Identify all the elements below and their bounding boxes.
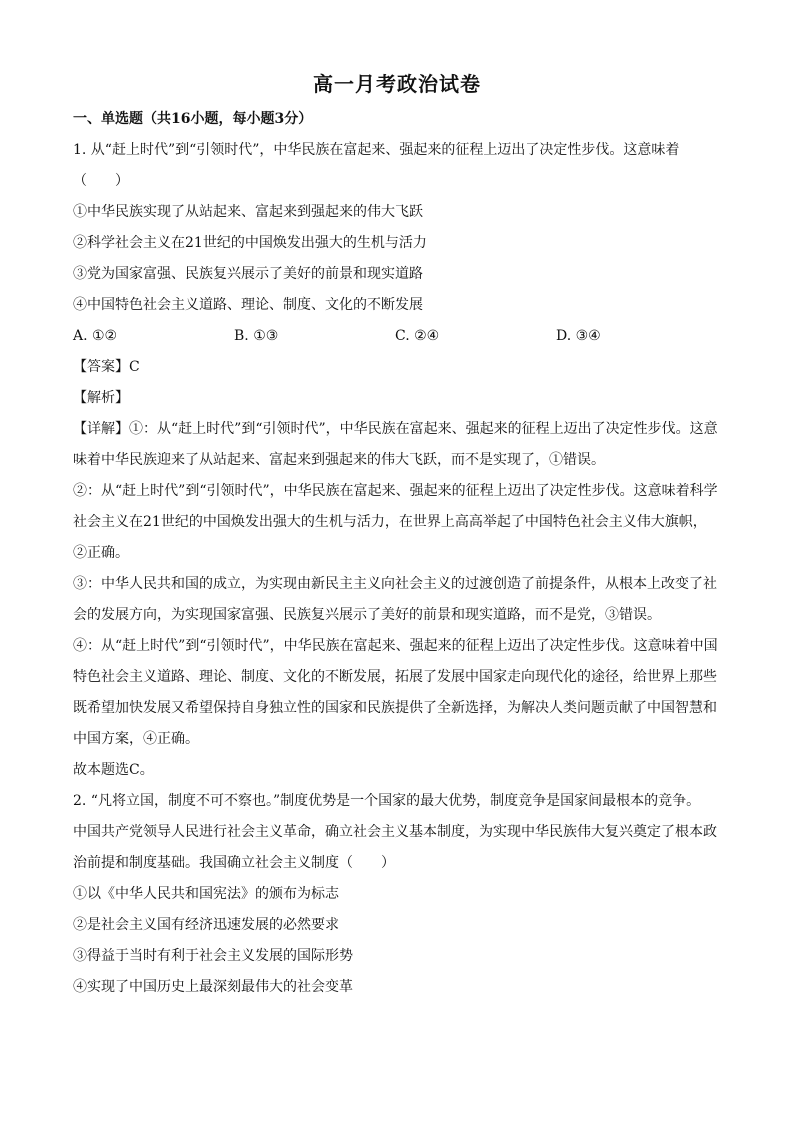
question-stem: 1. 从“赶上时代”到“引领时代”，中华民族在富起来、强起来的征程上迈出了决定性步伐。这意味着 [73,142,680,158]
explanation-line: 会的发展方向，为实现国家富强、民族复兴展示了美好的前景和现实道路，而不是党，③错误。 [73,607,661,623]
explanation-line: ②：从“赶上时代”到“引领时代”，中华民族在富起来、强起来的征程上迈出了决定性步伐。这意味着科学 [73,483,718,499]
explanation-line: ②正确。 [73,545,129,561]
explanation-line: 中国方案，④正确。 [73,731,199,747]
question-stem: 治前提和制度基础。我国确立社会主义制度（ ） [73,855,395,871]
statement-item: ③得益于当时有利于社会主义发展的国际形势 [73,948,353,964]
question-stem: 2. “凡将立国，制度不可不察也。”制度优势是一个国家的最大优势，制度竞争是国家间最根本的竞争。 [73,793,701,809]
question-2 [73,786,721,1003]
explanation-line: 既希望加快发展又希望保持自身独立性的国家和民族提供了全新选择，为解决人类问题贡献了中国智慧和 [73,700,717,716]
explanation-line: ③：中华人民共和国的成立，为实现由新民主主义向社会主义的过渡创造了前提条件，从根本上改变了社 [73,576,717,592]
statement-item: ②是社会主义国有经济迅速发展的必然要求 [73,917,339,933]
explanation-line: 味着中华民族迎来了从站起来、富起来到强起来的伟大飞跃，而不是实现了，①错误。 [73,452,605,468]
answer-line: 【答案】C [73,359,140,375]
answer-options [73,321,721,352]
explanation-line: 特色社会主义道路、理论、制度、文化的不断发展，拓展了发展中国家走向现代化的途径，给世界上那些 [73,669,717,685]
option-b: B. ①③ [234,328,279,344]
section-heading: 一、单选题（共16小题，每小题3分） [73,111,313,127]
exam-content [73,104,721,1003]
option-a: A. ①② [73,328,118,344]
answer-blank: （ ） [73,173,129,189]
explanation-line: 故本题选C。 [73,762,154,778]
explanation-line: 【详解】①：从“赶上时代”到“引领时代”，中华民族在富起来、强起来的征程上迈出了决定性步伐。这意 [73,421,718,437]
option-d: D. ③④ [556,328,601,344]
statement-item: ②科学社会主义在21世纪的中国焕发出强大的生机与活力 [73,235,427,251]
explanation [73,414,721,786]
explanation-line: 社会主义在21世纪的中国焕发出强大的生机与活力，在世界上高高举起了中国特色社会主义伟大旗帜， [73,514,707,530]
statement-item: ③党为国家富强、民族复兴展示了美好的前景和现实道路 [73,266,423,282]
analysis-label: 【解析】 [73,390,129,406]
option-c: C. ②④ [395,328,440,344]
statement-item: ①中华民族实现了从站起来、富起来到强起来的伟大飞跃 [73,204,423,220]
statement-item: ④实现了中国历史上最深刻最伟大的社会变革 [73,979,353,995]
statement-item: ④中国特色社会主义道路、理论、制度、文化的不断发展 [73,297,423,313]
question-stem: 中国共产党领导人民进行社会主义革命，确立社会主义基本制度，为实现中华民族伟大复兴奠定了根本政 [73,824,717,840]
statement-item: ①以《中华人民共和国宪法》的颁布为标志 [73,886,339,902]
question-1 [73,135,721,786]
page-title: 高一月考政治试卷 [313,72,481,96]
explanation-line: ④：从“赶上时代”到“引领时代”，中华民族在富起来、强起来的征程上迈出了决定性步伐。这意味着中国 [73,638,718,654]
